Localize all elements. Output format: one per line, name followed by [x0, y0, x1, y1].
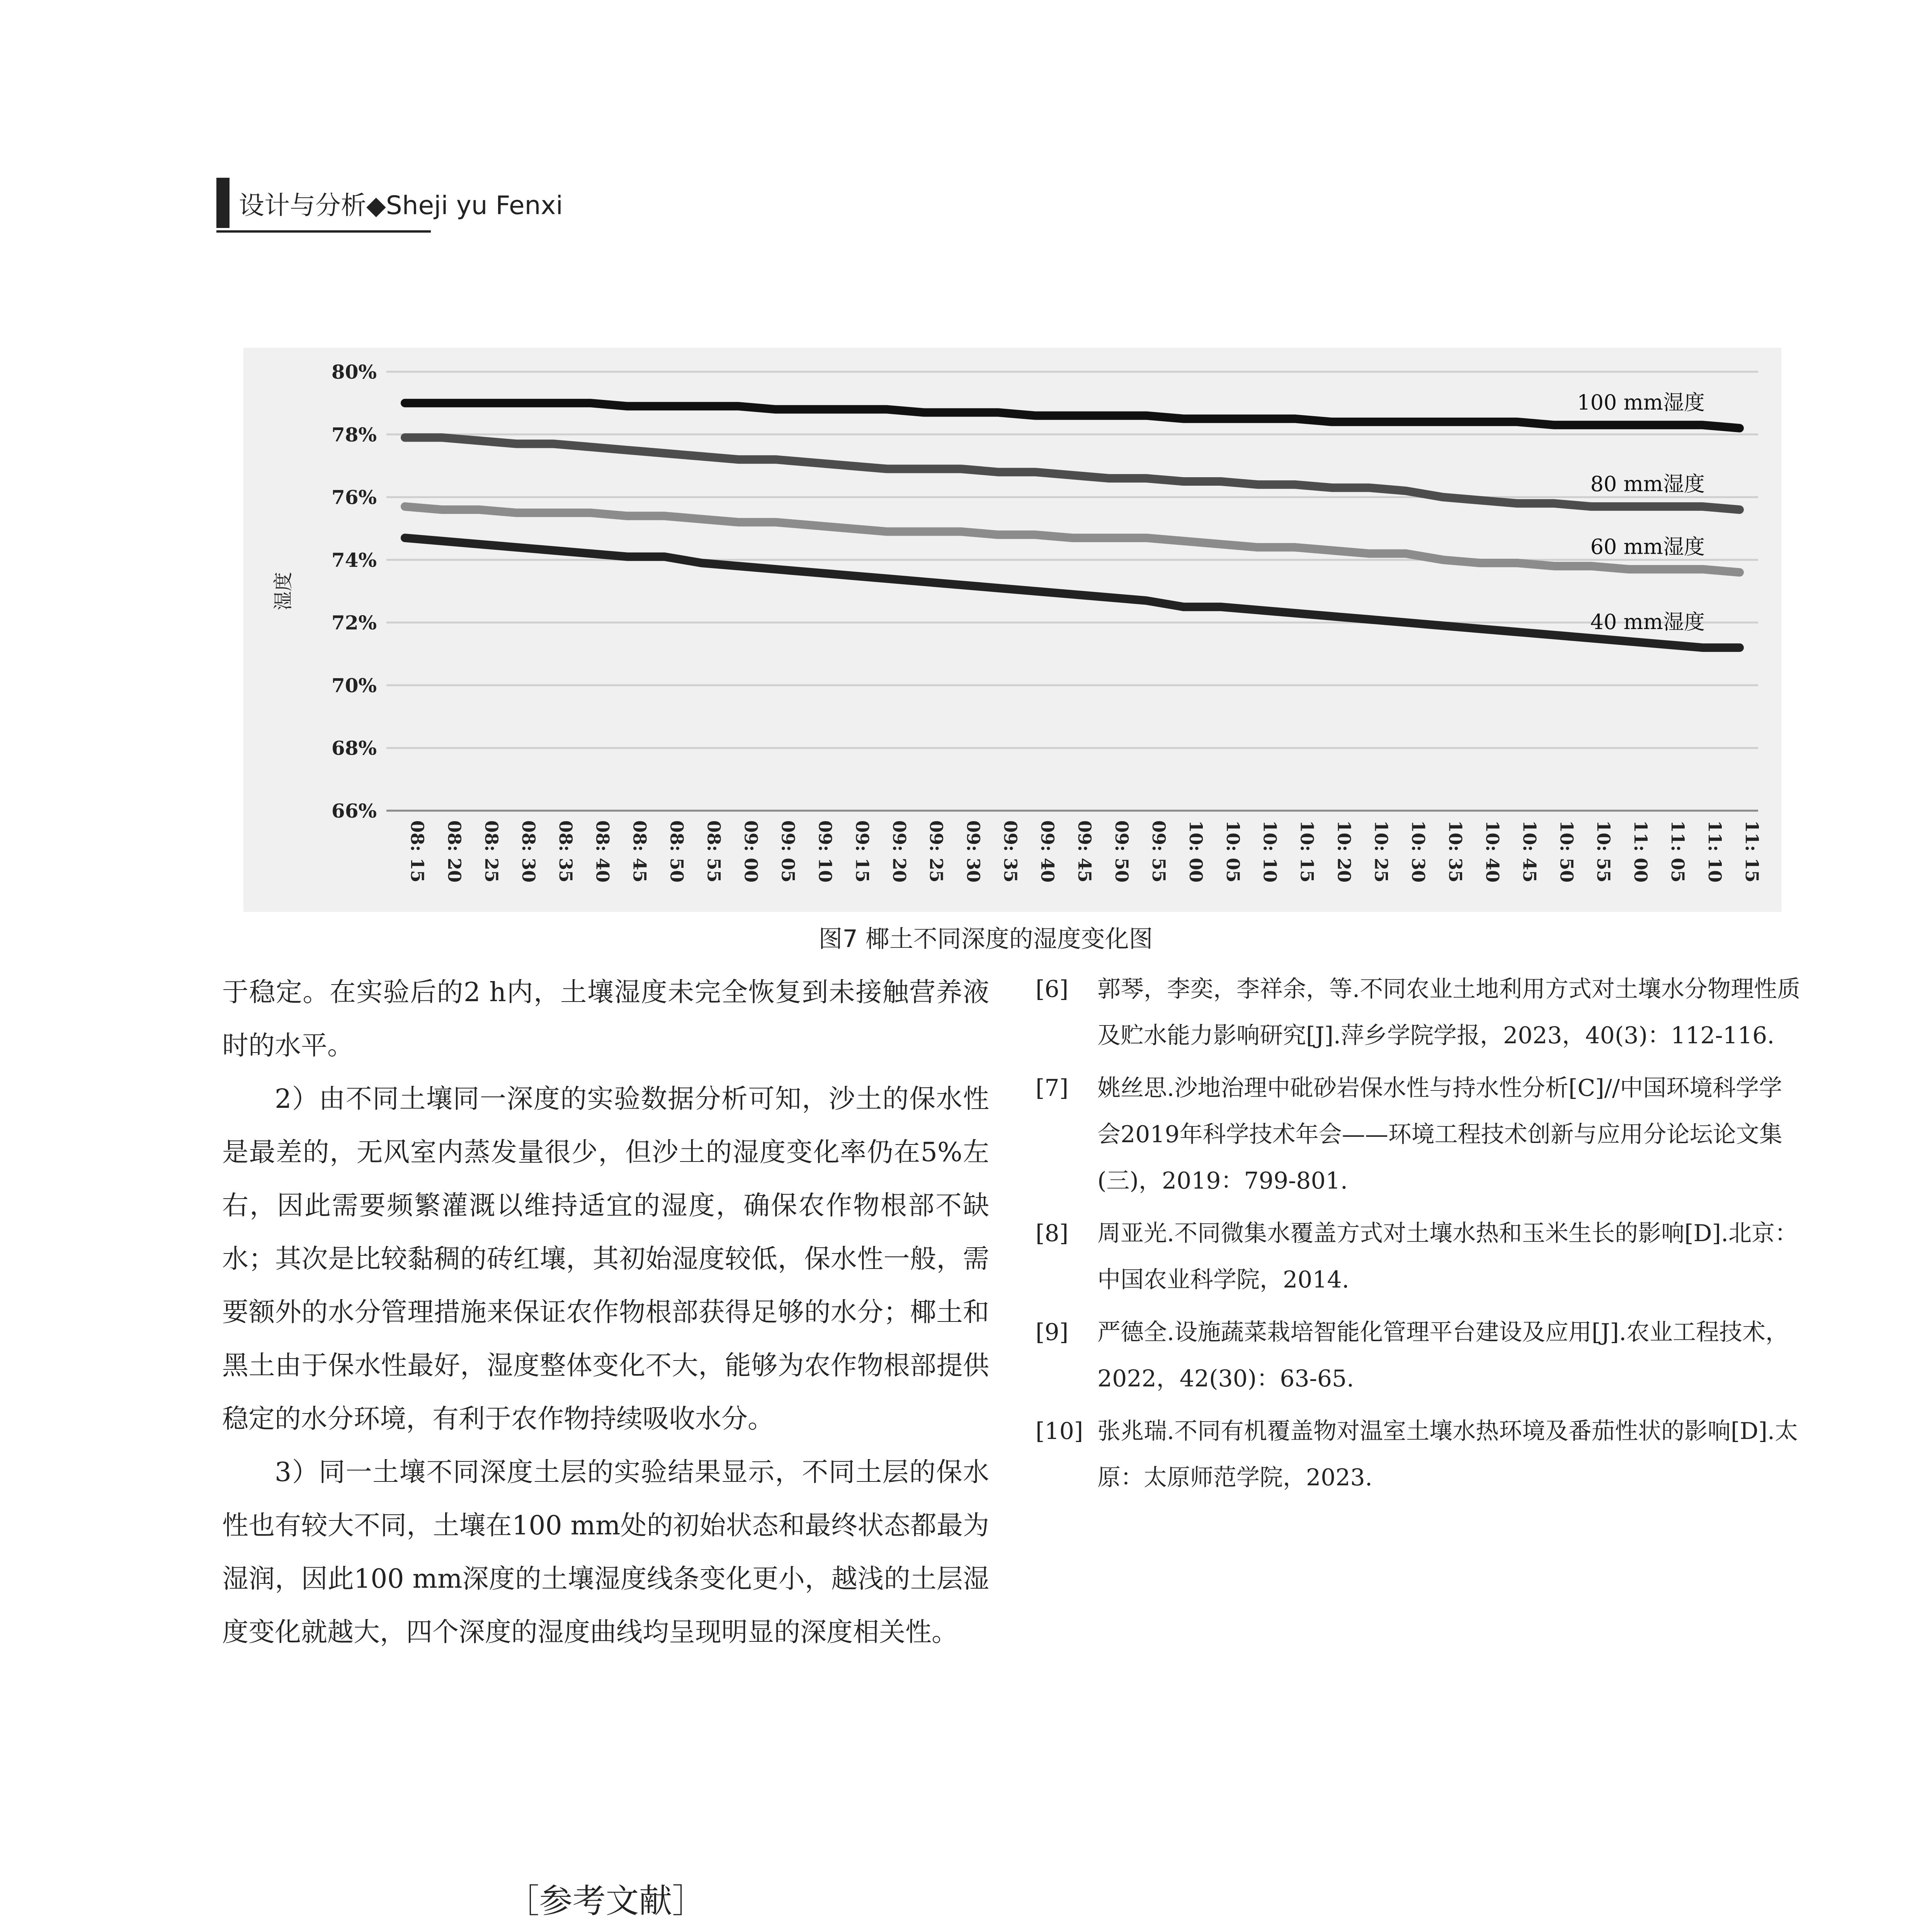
x-tick-label: 09: 35 — [1000, 820, 1021, 883]
x-tick-label: 09: 40 — [1037, 820, 1058, 883]
reference-item — [222, 1928, 989, 1932]
x-tick-label: 10: 30 — [1408, 820, 1429, 883]
reference-number: [9] — [1036, 1319, 1068, 1346]
x-tick-label: 11: 00 — [1630, 820, 1651, 883]
x-tick-label: 11: 10 — [1704, 820, 1726, 883]
body-paragraph-3: 3）同一土壤不同深度土层的实验结果显示，不同土层的保水性也有较大不同，土壤在100 mm处的初始状态和最终状态都最为湿润，因此100 mm深度的土壤湿度线条变化更小，越浅的土层湿度变化就越大，四个深度的湿度曲线均呈现明显的深度相关性。 — [222, 1457, 989, 1648]
x-tick-label: 08: 20 — [444, 820, 465, 883]
x-tick-label: 08: 55 — [703, 820, 724, 883]
y-tick-label: 70% — [331, 674, 377, 697]
reference-item — [1036, 1210, 1804, 1303]
x-tick-label: 10: 50 — [1556, 820, 1577, 883]
x-tick-label: 10: 10 — [1259, 820, 1281, 883]
section-title: 设计与分析◆Sheji yu Fenxi — [239, 190, 563, 220]
x-tick-label: 09: 45 — [1074, 820, 1095, 883]
reference-item — [1036, 1309, 1804, 1402]
reference-text: 姚丝思.沙地治理中砒砂岩保水性与持水性分析[C]//中国环境科学学会2019年科学技术年会——环境工程技术创新与应用分论坛论文集(三)，2019：799-801. — [1097, 1075, 1782, 1194]
running-header — [216, 170, 563, 236]
y-tick-label: 66% — [331, 799, 377, 822]
references-list-right — [1036, 966, 1804, 1507]
body-paragraph-1: 于稳定。在实验后的2 h内，土壤湿度未完全恢复到未接触营养液时的水平。 — [222, 977, 989, 1061]
x-tick-label: 09: 20 — [889, 820, 910, 883]
x-tick-label: 09: 00 — [740, 820, 762, 883]
reference-text: 周亚光.不同微集水覆盖方式对土壤水热和玉米生长的影响[D].北京：中国农业科学院，2014. — [1097, 1220, 1798, 1293]
reference-number: [10] — [1036, 1418, 1083, 1445]
figure-caption: 图7 椰土不同深度的湿度变化图 — [818, 925, 1153, 953]
x-tick-label: 08: 25 — [481, 820, 502, 883]
x-tick-label: 10: 35 — [1445, 820, 1466, 883]
y-tick-label: 78% — [331, 423, 377, 446]
x-tick-label: 10: 45 — [1519, 820, 1540, 883]
series-line — [405, 507, 1740, 572]
x-tick-label: 10: 05 — [1222, 820, 1243, 883]
y-tick-label: 80% — [331, 361, 377, 383]
reference-text: 张兆瑞.不同有机覆盖物对温室土壤水热环境及番茄性状的影响[D].太原：太原师范学院，2023. — [1097, 1418, 1798, 1491]
body-text — [222, 966, 989, 1659]
x-tick-label: 10: 40 — [1482, 820, 1503, 883]
x-tick-label: 09: 30 — [963, 820, 984, 883]
reference-text — [284, 1928, 989, 1932]
reference-number: [8] — [1036, 1220, 1068, 1247]
references-list-left — [222, 1928, 989, 1932]
chart-svg — [243, 348, 1781, 912]
x-tick-label: 09: 50 — [1111, 820, 1132, 883]
x-tick-label: 09: 10 — [815, 820, 836, 883]
series-line — [405, 437, 1740, 510]
y-tick-label: 74% — [331, 548, 377, 571]
y-tick-label: 76% — [331, 486, 377, 509]
header-bar — [216, 178, 230, 228]
x-tick-label: 10: 20 — [1333, 820, 1355, 883]
x-tick-label: 09: 55 — [1148, 820, 1169, 883]
x-tick-label: 08: 15 — [406, 820, 428, 883]
y-axis-label: 湿度 — [272, 572, 294, 611]
reference-text: 郭琴，李奕，李祥余，等.不同农业土地利用方式对土壤水分物理性质及贮水能力影响研究[J].萍乡学院学报，2023，40(3)：112-116. — [1097, 976, 1801, 1049]
x-tick-label: 08: 40 — [592, 820, 613, 883]
series-label: 60 mm湿度 — [1590, 534, 1705, 559]
x-tick-label: 11: 15 — [1742, 820, 1763, 883]
reference-number: [7] — [1036, 1075, 1068, 1102]
x-tick-label: 08: 50 — [666, 820, 687, 883]
y-tick-label: 68% — [331, 736, 377, 760]
x-tick-label: 08: 30 — [518, 820, 539, 883]
series-label: 40 mm湿度 — [1590, 610, 1705, 634]
x-tick-label: 11: 05 — [1667, 820, 1689, 883]
references-title: ［参考文献］ — [506, 1882, 706, 1920]
series-label: 100 mm湿度 — [1577, 390, 1705, 415]
series-label: 80 mm湿度 — [1590, 472, 1705, 497]
x-tick-label: 09: 25 — [926, 820, 947, 883]
humidity-chart — [243, 348, 1781, 912]
x-tick-label: 10: 15 — [1296, 820, 1318, 883]
reference-item — [1036, 1065, 1804, 1204]
x-tick-label: 10: 00 — [1185, 820, 1206, 883]
reference-number — [222, 1928, 284, 1932]
reference-item — [1036, 1408, 1804, 1501]
series-line — [405, 403, 1740, 428]
reference-number: [6] — [1036, 976, 1068, 1003]
body-paragraph-2: 2）由不同土壤同一深度的实验数据分析可知，沙土的保水性是最差的，无风室内蒸发量很少，但沙土的湿度变化率仍在5%左右，因此需要频繁灌溉以维持适宜的湿度，确保农作物根部不缺水；其次是比较黏稠的砖红壤，其初始湿度较低，保水性一般，需要额外的水分管理措施来保证农作物根部获得足够的水分；椰土和黑土由于保水性最好，湿度整体变化不大，能够为农作物根部提供稳定的水分环境，有利于农作物持续吸收水分。 — [222, 1084, 989, 1434]
x-tick-label: 08: 45 — [629, 820, 650, 883]
reference-text: 严德全.设施蔬菜栽培智能化管理平台建设及应用[J].农业工程技术，2022，42(30)：63-65. — [1097, 1319, 1789, 1392]
x-tick-label: 10: 25 — [1371, 820, 1392, 883]
header-rule — [216, 230, 431, 233]
reference-item — [1036, 966, 1804, 1059]
series-line — [405, 538, 1740, 648]
x-tick-label: 09: 05 — [777, 820, 799, 883]
x-tick-label: 08: 35 — [555, 820, 576, 883]
y-tick-label: 72% — [331, 611, 377, 634]
x-tick-label: 09: 15 — [852, 820, 873, 883]
x-tick-label: 10: 55 — [1593, 820, 1614, 883]
